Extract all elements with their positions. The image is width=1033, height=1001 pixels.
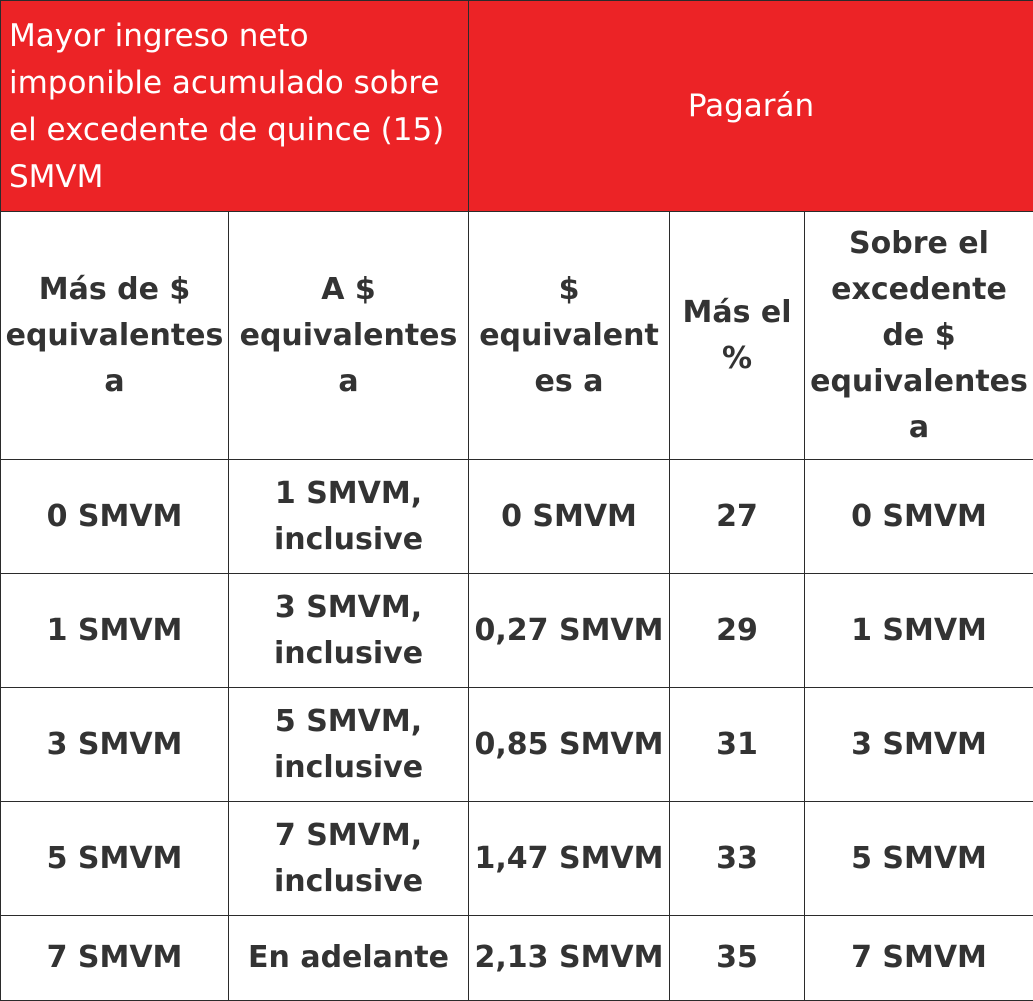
- cell-from: 1 SMVM: [1, 574, 229, 688]
- cell-fixed-amount: 1,47 SMVM: [469, 802, 670, 916]
- cell-to: 1 SMVM, inclusive: [229, 460, 469, 574]
- cell-excess: 0 SMVM: [805, 460, 1033, 574]
- column-header-rate: Más el %: [670, 212, 805, 460]
- cell-fixed-amount: 0,27 SMVM: [469, 574, 670, 688]
- cell-rate: 31: [670, 688, 805, 802]
- cell-to: 3 SMVM, inclusive: [229, 574, 469, 688]
- cell-fixed-amount: 2,13 SMVM: [469, 916, 670, 1001]
- cell-rate: 27: [670, 460, 805, 574]
- column-header-row: [1, 212, 1033, 460]
- header-row: [1, 1, 1033, 212]
- cell-from: 3 SMVM: [1, 688, 229, 802]
- cell-to: 5 SMVM, inclusive: [229, 688, 469, 802]
- cell-from: 7 SMVM: [1, 916, 229, 1001]
- cell-fixed-amount: 0,85 SMVM: [469, 688, 670, 802]
- column-header-from: Más de $ equivalentes a: [1, 212, 229, 460]
- column-header-excess: Sobre el excedente de $ equivalentes a: [805, 212, 1033, 460]
- cell-excess: 3 SMVM: [805, 688, 1033, 802]
- income-bracket-header: Mayor ingreso neto imponible acumulado sobre el excedente de quince (15) SMVM: [1, 1, 469, 212]
- payment-header: Pagarán: [469, 1, 1033, 212]
- table-row: [1, 574, 1033, 688]
- cell-rate: 35: [670, 916, 805, 1001]
- cell-excess: 5 SMVM: [805, 802, 1033, 916]
- column-header-to: A $ equivalentes a: [229, 212, 469, 460]
- cell-to: 7 SMVM, inclusive: [229, 802, 469, 916]
- cell-excess: 1 SMVM: [805, 574, 1033, 688]
- table-row: [1, 802, 1033, 916]
- cell-excess: 7 SMVM: [805, 916, 1033, 1001]
- table-row: [1, 460, 1033, 574]
- cell-from: 0 SMVM: [1, 460, 229, 574]
- cell-from: 5 SMVM: [1, 802, 229, 916]
- table-row: [1, 688, 1033, 802]
- cell-to: En adelante: [229, 916, 469, 1001]
- table-row: [1, 916, 1033, 1001]
- cell-fixed-amount: 0 SMVM: [469, 460, 670, 574]
- cell-rate: 29: [670, 574, 805, 688]
- cell-rate: 33: [670, 802, 805, 916]
- column-header-fixed-amount: $ equivalentes a: [469, 212, 670, 460]
